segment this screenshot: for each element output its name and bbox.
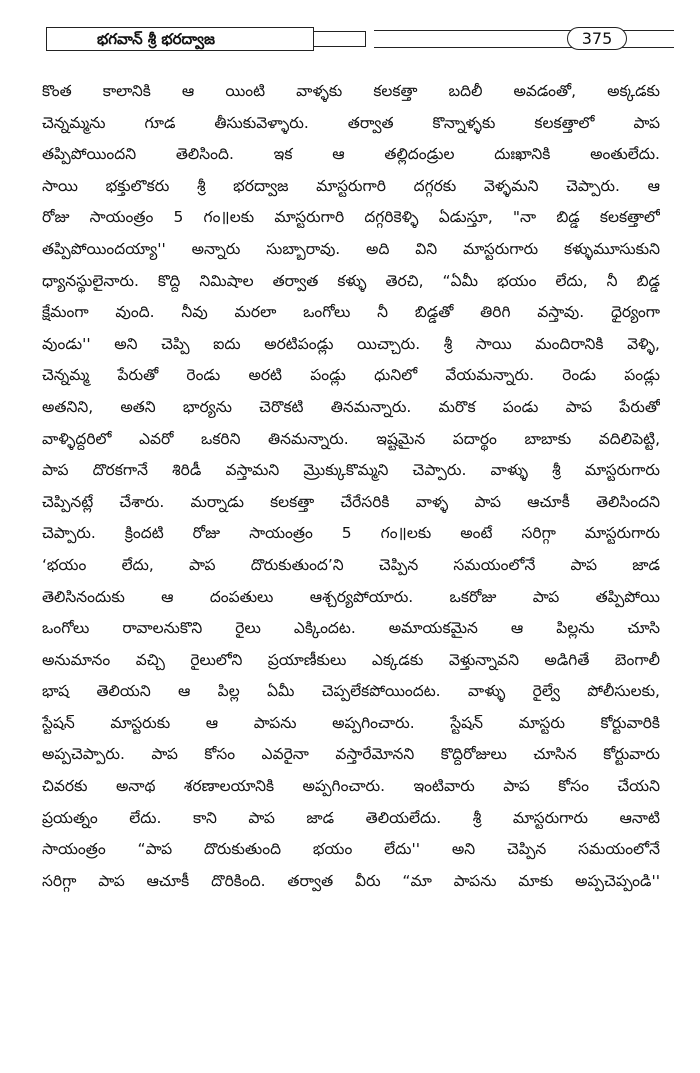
header-rule-bottom — [374, 47, 674, 48]
text-line: ధ్యానస్థులైనారు. కొద్ది నిమిషాల తర్వాత కళ్ళు తెరచి, “ఏమీ భయం లేదు, నీ బిడ్డ — [42, 271, 660, 290]
text-line: క్షేమంగా వుంది. నీవు మరలా ఒంగోలు నీ బిడ్డతో తిరిగి వస్తావు. ధైర్యంగా — [42, 303, 660, 322]
text-line: కొంత కాలానికి ఆ యింటి వాళ్ళకు కలకత్తా బదిలీ అవడంతో, అక్కడకు — [42, 82, 660, 100]
page-number: 375 — [567, 27, 627, 50]
text-line: చెన్నమ్మ పేరుతో రెండు అరటి పండ్లు ధునిలో వేయమన్నారు. రెండు పండ్లు — [42, 366, 660, 385]
text-line: సరిగ్గా పాప ఆచూకీ దొరికింది. తర్వాత వీరు “మా పాపను మాకు అప్పచెప్పండి'' — [42, 871, 660, 890]
text-line: అనుమానం వచ్చి రైలులోని ప్రయాణీకులు ఎక్కడకు వెళ్తున్నావని అడిగితే బెంగాలీ — [42, 650, 660, 669]
text-line: తెలిసినందుకు ఆ దంపతులు ఆశ్చర్యపోయారు. ఒకరోజు పాప తప్పిపోయి — [42, 587, 660, 606]
text-line: స్టేషన్ మాస్టరుకు ఆ పాపను అప్పగించారు. స్టేషన్ మాస్టరు కోర్టువారికి — [42, 713, 660, 732]
text-line: వాళ్ళిద్దరిలో ఎవరో ఒకరిని తినమన్నారు. ఇష్టమైన పదార్థం బాబాకు వదిలిపెట్టి, — [42, 429, 660, 448]
text-line: చెప్పినట్లే చేశారు. మర్నాడు కలకత్తా చేరేసరికి వాళ్ళ పాప ఆచూకీ తెలిసిందని — [42, 492, 660, 511]
page-header — [46, 27, 674, 53]
header-rule-top — [374, 30, 674, 31]
text-line: పాప దొరకగానే శిరిడీ వస్తామని మ్రొక్కుకొమ్మని చెప్పారు. వాళ్ళు శ్రీ మాస్టరుగారు — [42, 461, 660, 480]
text-line: అప్పచెప్పారు. పాప కోసం ఎవరైనా వస్తారేమోనని కొద్దిరోజులు చూసిన కోర్టువారు — [42, 745, 660, 764]
running-title: భగవాన్ శ్రీ భరద్వాజ — [46, 27, 314, 51]
text-line: చెప్పారు. క్రిందటి రోజు సాయంత్రం 5 గం॥లకు అంటే సరిగ్గా మాస్టరుగారు — [42, 524, 660, 543]
text-line: ప్రయత్నం లేదు. కాని పాప జాడ తెలియలేదు. శ్రీ మాస్టరుగారు ఆనాటి — [42, 808, 660, 827]
title-box-extension — [314, 31, 366, 47]
text-line: భాష తెలియని ఆ పిల్ల ఏమీ చెప్పలేకపోయిందట. వాళ్ళు రైల్వే పోలీసులకు, — [42, 682, 660, 701]
text-line: ఒంగోలు రావాలనుకొని రైలు ఎక్కిందట. అమాయకమైన ఆ పిల్లను చూసి — [42, 619, 660, 638]
text-line: వుండు'' అని చెప్పి ఐదు అరటిపండ్లు యిచ్చారు. శ్రీ సాయి మందిరానికి వెళ్ళి, — [42, 334, 660, 353]
body-text — [42, 76, 660, 897]
text-line: తప్పిపోయిందని తెలిసింది. ఇక ఆ తల్లిదండ్రుల దుఃఖానికి అంతులేదు. — [42, 145, 660, 164]
text-line: తప్పిపోయిందయ్యా'' అన్నారు సుబ్బారావు. అది విని మాస్టరుగారు కళ్ళుమూసుకుని — [42, 239, 660, 258]
text-line: ‘భయం లేదు, పాప దొరుకుతుంద’ని చెప్పిన సమయంలోనే పాప జాడ — [42, 555, 660, 574]
text-line: చెన్నమ్మను గూడ తీసుకువెళ్ళారు. తర్వాత కొన్నాళ్ళకు కలకత్తాలో పాప — [42, 113, 660, 132]
text-line: రోజు సాయంత్రం 5 గం॥లకు మాస్టరుగారి దగ్గరికెళ్ళి ఏడుస్తూ, "నా బిడ్డ కలకత్తాలో — [42, 208, 660, 227]
text-line: సాయంత్రం “పాప దొరుకుతుంది భయం లేదు'' అని చెప్పిన సమయంలోనే — [42, 840, 660, 859]
text-line: అతనిని, అతని భార్యను చెరొకటి తినమన్నారు. మరొక పండు పాప పేరుతో — [42, 397, 660, 416]
text-line: సాయి భక్తులొకరు శ్రీ భరద్వాజ మాస్టరుగారి దగ్గరకు వెళ్ళమని చెప్పారు. ఆ — [42, 176, 660, 195]
text-line: చివరకు అనాథ శరణాలయానికి అప్పగించారు. ఇంటివారు పాప కోసం చేయని — [42, 777, 660, 796]
